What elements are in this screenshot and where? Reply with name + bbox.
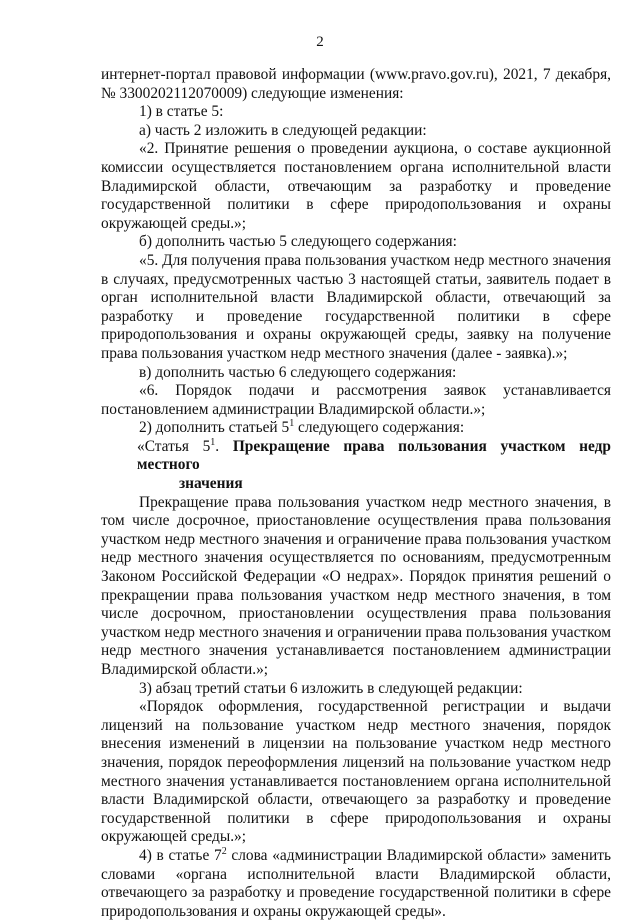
paragraph-item-1a: а) часть 2 изложить в следующей редакции:	[139, 121, 427, 139]
item-2-text-b: следующего содержания:	[294, 419, 465, 437]
paragraph-item-4	[101, 847, 611, 921]
paragraph-part-2-text: «2. Принятие решения о проведении аукциона, о составе аукционной комиссии осуществляется постановлением органа исполнительной власти Владимирской области, отвечающим за разработку и проведение государственной политики в сфере природопользования и охраны окружающей среды.»;	[101, 140, 611, 232]
item-2-text-a: 2) дополнить статьей 5	[139, 419, 290, 437]
paragraph-article-body: Прекращение права пользования участком недр местного значения, в том числе досрочное, приостановление осуществления права пользования участком недр местного значения и ограничение права пользования участком недр местного значения осуществляется по основаниям, предусмотренным Законом Российской Федерации «О недрах». Порядок принятия решений о прекращении права пользования участком недр местного значения, в том числе досрочном, приостановлении осуществления права пользования участком недр местного значения и ограничении права пользования участком недр местного значения устанавливается постановлением администрации Владимирской области.»;	[101, 493, 611, 678]
paragraph-item-1b: б) дополнить частью 5 следующего содержания:	[139, 233, 457, 251]
article-heading-superscript: 1	[210, 436, 216, 448]
paragraph-item-1c: в) дополнить частью 6 следующего содержания:	[139, 363, 457, 381]
item-2-superscript: 1	[289, 418, 295, 430]
paragraph-part-6-text: «6. Порядок подачи и рассмотрения заявок устанавливается постановлением администрации Владимирской области.»;	[101, 382, 611, 418]
item-4-text-b: слова «администрации Владимирской области» заменить словами «органа исполнительной власти Владимирской области, отвечающего за разработку и проведение государственной политики в сфере природопользования и охраны окружающей среды».	[101, 846, 611, 920]
article-heading-title: Прекращение права пользования участком недр местного	[137, 437, 611, 474]
item-4-text-a: 4) в статье 7	[139, 846, 222, 864]
page-number: 2	[316, 34, 324, 50]
paragraph-article-6-text: «Порядок оформления, государственной регистрации и выдачи лицензий на пользование участком недр местного значения, порядок внесения изменений в лицензии на пользование участком недр местного значения, порядок переоформления лицензий на пользование участком недр местного значения устанавливается постановлением органа исполнительной власти Владимирской области, отвечающего за разработку и проведение государственной политики в сфере природопользования и охраны окружающей среды.»;	[101, 698, 611, 846]
paragraph-item-2	[101, 419, 611, 438]
document-body	[101, 66, 611, 921]
article-heading-prefix: «Статья 5	[137, 437, 211, 455]
paragraph-part-5-text: «5. Для получения права пользования участком недр местного значения в случаях, предусмотренных частью 3 настоящей статьи, заявитель подает в орган исполнительной власти Владимирской области, отвечающий за разработку и проведение государственной политики в сфере природопользования и охраны окружающей среды, заявку на получение права пользования участком недр местного значения (далее - заявка).»;	[101, 251, 611, 362]
item-4-superscript: 2	[221, 845, 227, 857]
paragraph-item-3: 3) абзац третий статьи 6 изложить в следующей редакции:	[139, 679, 523, 697]
article-heading-title-continued: значения	[179, 475, 243, 493]
paragraph-intro: интернет-портал правовой информации (www.pravo.gov.ru), 2021, 7 декабря, № 3300202112070009) следующие изменения:	[101, 66, 611, 102]
paragraph-item-1: 1) в статье 5:	[139, 103, 224, 121]
article-heading	[101, 438, 611, 475]
article-heading-dot: .	[215, 437, 233, 455]
